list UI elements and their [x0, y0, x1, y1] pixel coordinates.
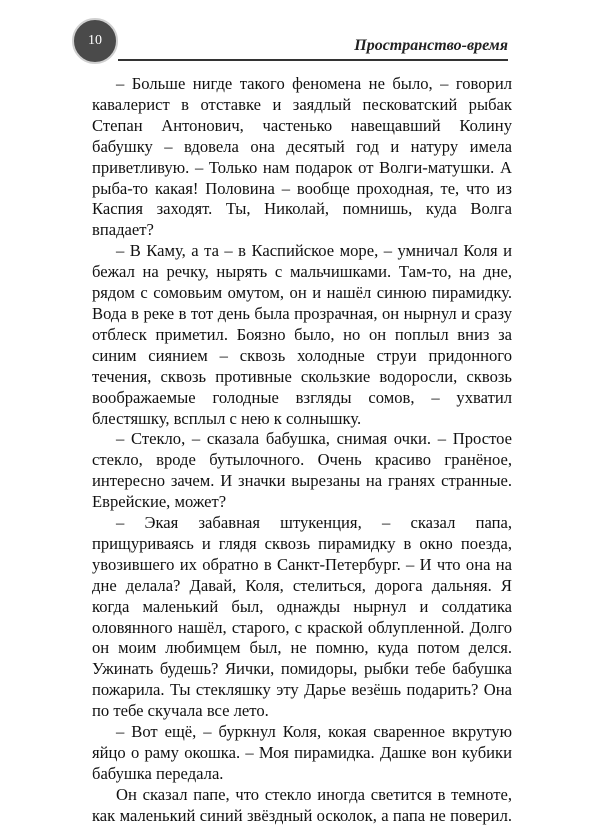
header-rule: [118, 59, 508, 61]
running-title: Пространство-время: [354, 37, 508, 54]
paragraph: Он сказал папе, что стекло иногда светится в темноте, как маленький синий звёздный осколок, а папа не поверил.: [92, 784, 512, 825]
page-body: [92, 74, 512, 827]
page-number: 10: [72, 18, 118, 64]
paragraph: – Стекло, – сказала бабушка, снимая очки. – Простое стекло, вроде бутылочного. Очень красиво гранёное, интересно зачем. И значки вырезаны на гранях странные. Еврейские, может?: [92, 429, 512, 512]
paragraph: – Больше нигде такого феномена не было, – говорил кавалерист в отставке и заядлый песковатский рыбак Степан Антонович, частенько навещавший Колину бабушку – вдовела она десятый год и натуру имела приветливую. – Только нам подарок от Волги-матушки. А рыба-то какая! Половина – вообще проходная, те, что из Каспия заходят. Ты, Николай, помнишь, куда Волга впадает?: [92, 74, 512, 240]
paragraph: – В Каму, а та – в Каспийское море, – умничал Коля и бежал на речку, нырять с мальчишками. Там-то, на дне, рядом с сомовьим омутом, он и нашёл синюю пирамидку. Вода в реке в тот день была прозрачная, он нырнул и сразу отблеск приметил. Боязно было, но он поплыл вниз за синим сиянием – сквозь холодные струи придонного течения, сквозь противные скользкие водоросли, сквозь воображаемые голодные взгляды сомов, – ухватил блестяшку, всплыл с нею к солнышку.: [92, 241, 512, 428]
paragraph: – Вот ещё, – буркнул Коля, кокая сваренное вкрутую яйцо о раму окошка. – Моя пирамидка. Дашке вон кубики бабушка передала.: [92, 722, 512, 783]
paragraph: – Экая забавная штукенция, – сказал папа, прищуриваясь и глядя сквозь пирамидку в окно поезда, увозившего их обратно в Санкт-Петербург. – И что она на дне делала? Давай, Коля, стелиться, дорога дальняя. Я когда маленький был, однажды нырнул и солдатика оловянного нашёл, старого, с краской облупленной. Долго он моим любимцем был, не помню, куда потом делся. Ужинать будешь? Яички, помидоры, рыбки тебе бабушка пожарила. Ты стекляшку эту Дарье везёшь подарить? Она по тебе скучала все лето.: [92, 513, 512, 721]
